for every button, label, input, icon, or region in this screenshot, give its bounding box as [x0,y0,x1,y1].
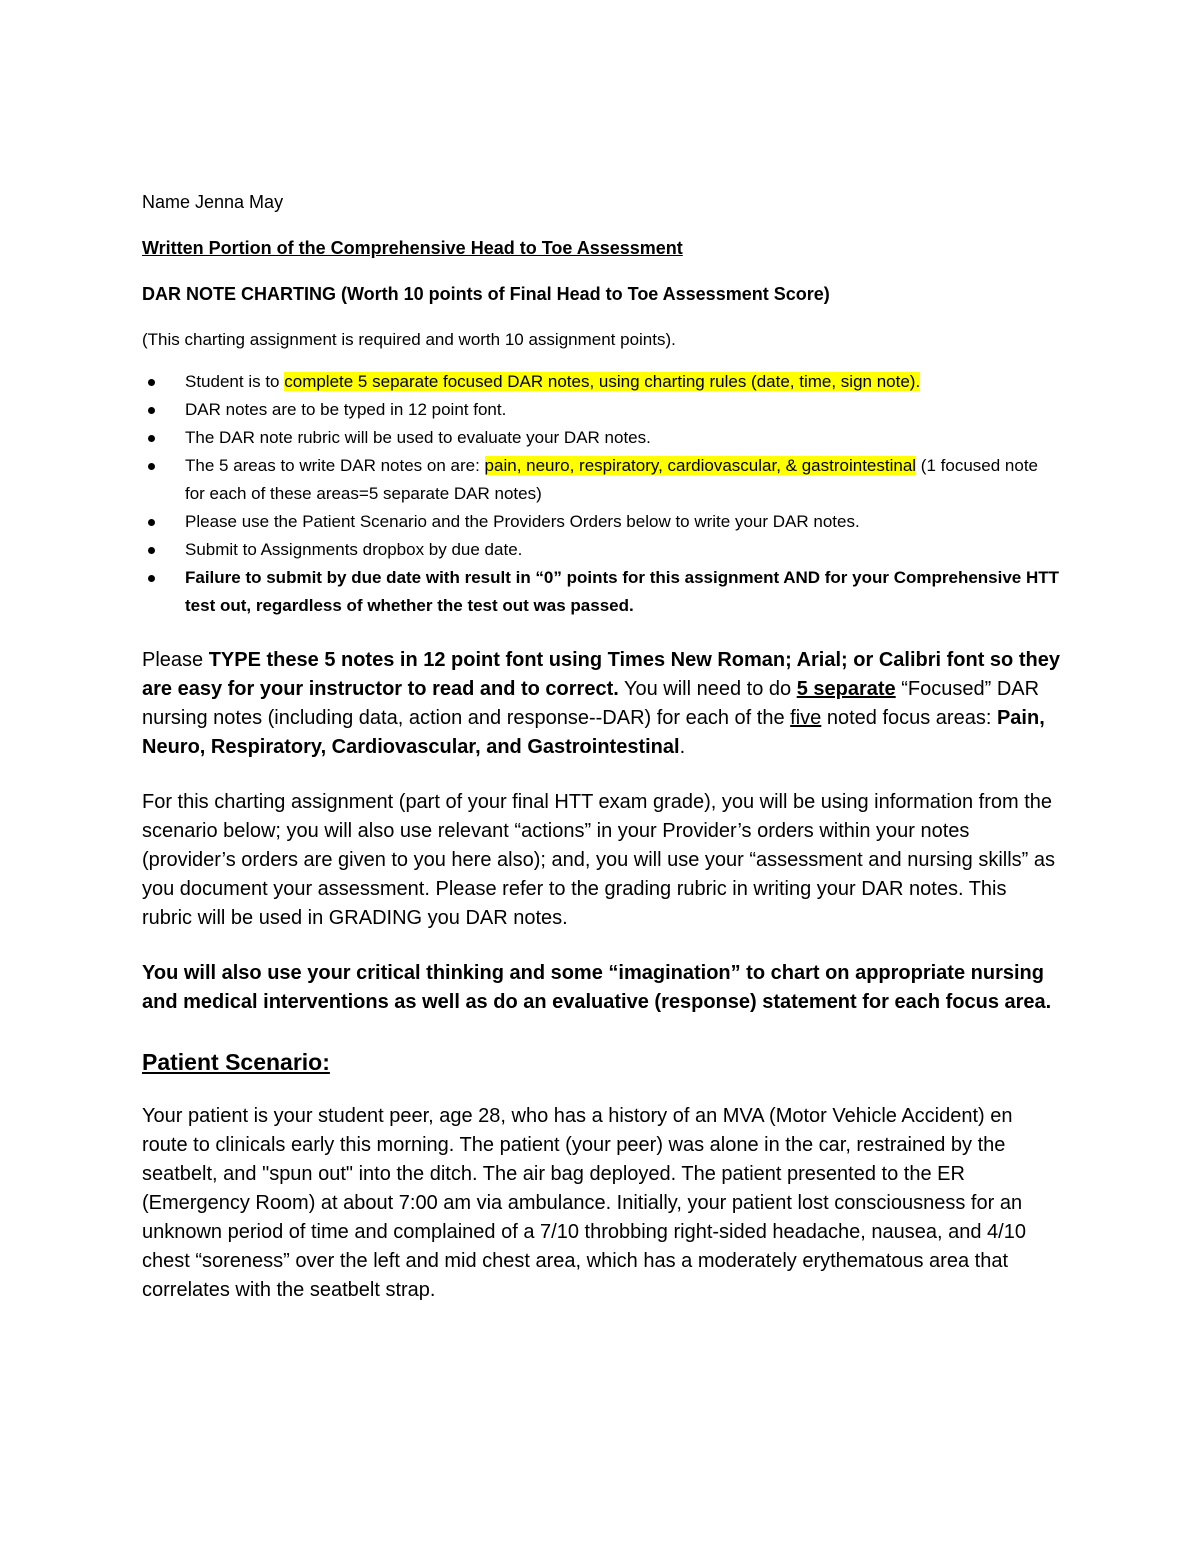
bullet-text: Failure to submit by due date with result in “0” points for this assignment AND for your Comprehensive HTT test out, regardless of whether the test out was passed. [185,568,1060,615]
list-item [142,452,1062,508]
text-span: noted focus areas: [821,707,997,729]
bullet-icon [148,435,155,442]
bullet-text: Submit to Assignments dropbox by due date. [185,540,523,559]
document-page [142,188,1062,1305]
list-item [142,564,1062,620]
text-span: “Focused” DAR nursing notes (including data, action and response--DAR) for each of the [142,678,1040,729]
highlighted-text: pain, neuro, respiratory, cardiovascular, & gastrointestinal [484,456,917,475]
bullet-text: DAR notes are to be typed in 12 point font. [185,400,507,419]
list-item [142,396,1062,424]
required-note: (This charting assignment is required and worth 10 assignment points). [142,330,676,349]
critical-thinking-paragraph: You will also use your critical thinking and some “imagination” to chart on appropriate nursing and medical interventions as well as do an evaluative (response) statement for each focus area. [142,962,1052,1013]
bullet-icon [148,463,155,470]
bullet-icon [148,407,155,414]
scenario-heading: Patient Scenario: [142,1049,330,1075]
bullet-icon [148,547,155,554]
bold-underlined-text: 5 separate [796,678,896,700]
list-item [142,508,1062,536]
bullet-text: The 5 areas to write DAR notes on are: [185,456,485,475]
instructions-list [142,368,1062,620]
bold-text: Pain, Neuro, Respiratory, Cardiovascular, and Gastrointestinal [142,707,1045,758]
bullet-icon [148,575,155,582]
bullet-text: (1 focused note for each of these areas=5 separate DAR notes) [185,456,1038,503]
bullet-text: Student is to [185,372,285,391]
list-item [142,368,1062,396]
list-item [142,424,1062,452]
dar-heading: DAR NOTE CHARTING (Worth 10 points of Final Head to Toe Assessment Score) [142,284,830,304]
charting-info-paragraph: For this charting assignment (part of your final HTT exam grade), you will be using information from the scenario below; you will also use relevant “actions” in your Provider’s orders within your notes (provider’s orders are given to you here also); and, you will use your “assessment and nursing skills” as you document your assessment. Please refer to the grading rubric in writing your DAR notes. This rubric will be used in GRADING you DAR notes. [142,791,1056,929]
bullet-icon [148,519,155,526]
bullet-icon [148,379,155,386]
instructions-paragraph [142,646,1062,762]
bullet-text: Please use the Patient Scenario and the Providers Orders below to write your DAR notes. [185,512,860,531]
underlined-text: five [790,707,822,729]
text-span: . [679,736,686,758]
scenario-text: Your patient is your student peer, age 28, who has a history of an MVA (Motor Vehicle Accident) en route to clinicals early this morning. The patient (your peer) was alone in the car, restrained by the seatbelt, and "spun out" into the ditch. The air bag deployed. The patient presented to the ER (Emergency Room) at about 7:00 am via ambulance. Initially, your patient lost consciousness for an unknown period of time and complained of a 7/10 throbbing right-sided headache, nausea, and 4/10 chest “soreness” over the left and mid chest area, which has a moderately erythematous area that correlates with the seatbelt strap. [142,1105,1026,1301]
document-title: Written Portion of the Comprehensive Head to Toe Assessment [142,238,683,258]
student-name: Name Jenna May [142,192,284,212]
text-span: You will need to do [618,678,797,700]
bullet-text: The DAR note rubric will be used to evaluate your DAR notes. [185,428,651,447]
text-span: Please [142,649,209,671]
list-item [142,536,1062,564]
bold-text: TYPE these 5 notes in 12 point font using Times New Roman; Arial; or Calibri font so they are easy for your instructor to read and to correct. [142,649,1060,700]
highlighted-text: complete 5 separate focused DAR notes, using charting rules (date, time, sign note). [284,372,921,391]
